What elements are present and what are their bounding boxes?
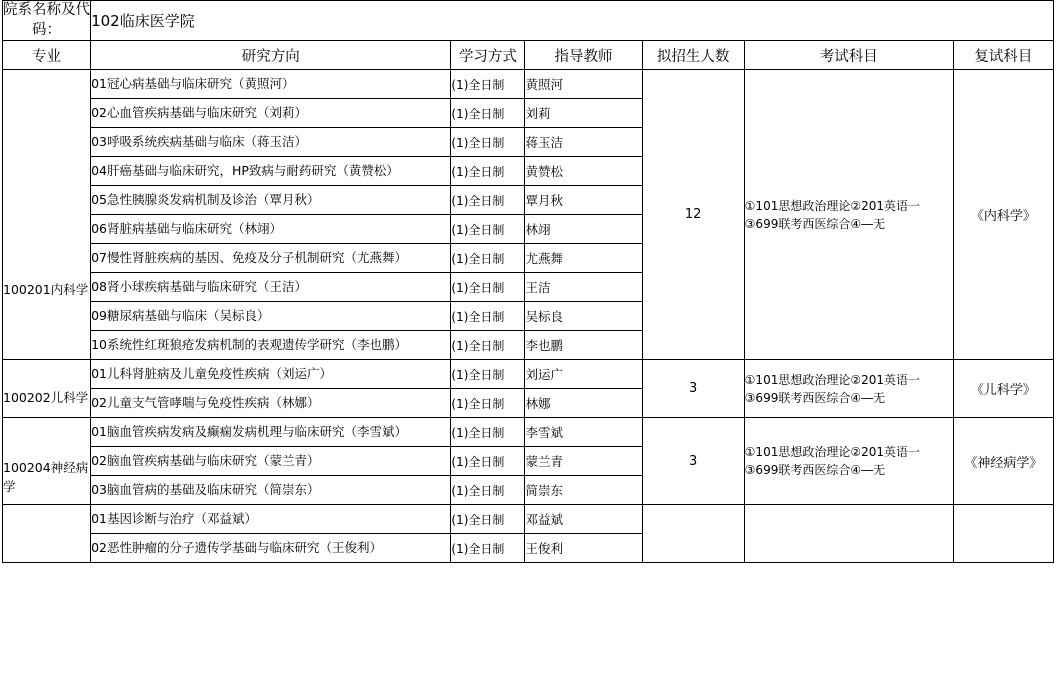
teacher-cell: 王俊利 [525, 534, 642, 563]
direction-cell: 08肾小球疾病基础与临床研究（王洁） [91, 273, 451, 302]
direction-cell: 02恶性肿瘤的分子遗传学基础与临床研究（王俊利） [91, 534, 451, 563]
exam-cell: ①101思想政治理论②201英语一③699联考西医综合④―无 [744, 70, 953, 360]
enrollment-cell [642, 505, 744, 563]
col-header-retest: 复试科目 [953, 41, 1053, 70]
col-header-direction: 研究方向 [91, 41, 451, 70]
direction-cell: 05急性胰腺炎发病机制及诊治（覃月秋） [91, 186, 451, 215]
direction-cell: 02儿童支气管哮喘与免疫性疾病（林娜） [91, 389, 451, 418]
mode-cell: (1)全日制 [451, 273, 525, 302]
mode-cell: (1)全日制 [451, 360, 525, 389]
table-row [3, 418, 1054, 447]
teacher-cell: 李也鹏 [525, 331, 642, 360]
teacher-cell: 尤燕舞 [525, 244, 642, 273]
major-cell [3, 360, 91, 418]
teacher-cell: 王洁 [525, 273, 642, 302]
column-header-row [3, 41, 1054, 70]
enrollment-cell: 12 [642, 70, 744, 360]
mode-cell: (1)全日制 [451, 128, 525, 157]
table-row [3, 70, 1054, 99]
major-cell [3, 505, 91, 563]
admissions-table [2, 0, 1054, 563]
teacher-cell: 刘莉 [525, 99, 642, 128]
mode-cell: (1)全日制 [451, 186, 525, 215]
teacher-cell: 简崇东 [525, 476, 642, 505]
direction-cell: 07慢性肾脏疾病的基因、免疫及分子机制研究（尤燕舞） [91, 244, 451, 273]
teacher-cell: 覃月秋 [525, 186, 642, 215]
teacher-cell: 李雪斌 [525, 418, 642, 447]
direction-cell: 01基因诊断与治疗（邓益斌） [91, 505, 451, 534]
mode-cell: (1)全日制 [451, 302, 525, 331]
mode-cell: (1)全日制 [451, 447, 525, 476]
direction-cell: 03呼吸系统疾病基础与临床（蒋玉洁） [91, 128, 451, 157]
retest-cell: 《神经病学》 [953, 418, 1053, 505]
col-header-mode: 学习方式 [451, 41, 525, 70]
major-cell [3, 418, 91, 505]
mode-cell: (1)全日制 [451, 505, 525, 534]
teacher-cell: 邓益斌 [525, 505, 642, 534]
mode-cell: (1)全日制 [451, 70, 525, 99]
direction-cell: 03脑血管病的基础及临床研究（简崇东） [91, 476, 451, 505]
retest-cell [953, 505, 1053, 563]
teacher-cell: 刘运广 [525, 360, 642, 389]
col-header-enrollment: 拟招生人数 [642, 41, 744, 70]
direction-cell: 01冠心病基础与临床研究（黄照河） [91, 70, 451, 99]
direction-cell: 09糖尿病基础与临床（吴标良） [91, 302, 451, 331]
col-header-major: 专业 [3, 41, 91, 70]
mode-cell: (1)全日制 [451, 418, 525, 447]
header-row [3, 1, 1054, 41]
teacher-cell: 蒋玉洁 [525, 128, 642, 157]
mode-cell: (1)全日制 [451, 99, 525, 128]
col-header-exam: 考试科目 [744, 41, 953, 70]
major-label: 100202儿科学 [3, 390, 89, 406]
direction-cell: 04肝癌基础与临床研究，HP致病与耐药研究（黄赞松） [91, 157, 451, 186]
mode-cell: (1)全日制 [451, 534, 525, 563]
teacher-cell: 黄赞松 [525, 157, 642, 186]
direction-cell: 02心血管疾病基础与临床研究（刘莉） [91, 99, 451, 128]
direction-cell: 01脑血管疾病发病及癫痫发病机理与临床研究（李雪斌） [91, 418, 451, 447]
direction-cell: 02脑血管疾病基础与临床研究（蒙兰青） [91, 447, 451, 476]
department-value: 102临床医学院 [91, 1, 1054, 41]
retest-cell: 《内科学》 [953, 70, 1053, 360]
teacher-cell: 吴标良 [525, 302, 642, 331]
table-row [3, 360, 1054, 389]
enrollment-cell: 3 [642, 418, 744, 505]
exam-cell: ①101思想政治理论②201英语一③699联考西医综合④―无 [744, 418, 953, 505]
mode-cell: (1)全日制 [451, 157, 525, 186]
teacher-cell: 黄照河 [525, 70, 642, 99]
mode-cell: (1)全日制 [451, 331, 525, 360]
major-label: 100201内科学 [3, 282, 89, 298]
exam-cell: ①101思想政治理论②201英语一③699联考西医综合④―无 [744, 360, 953, 418]
teacher-cell: 蒙兰青 [525, 447, 642, 476]
direction-cell: 10系统性红斑狼疮发病机制的表观遗传学研究（李也鹏） [91, 331, 451, 360]
department-label: 院系名称及代码： [3, 1, 91, 41]
direction-cell: 06肾脏病基础与临床研究（林翊） [91, 215, 451, 244]
mode-cell: (1)全日制 [451, 476, 525, 505]
major-label: 100204神经病学 [3, 460, 89, 495]
enrollment-cell: 3 [642, 360, 744, 418]
retest-cell: 《儿科学》 [953, 360, 1053, 418]
teacher-cell: 林翊 [525, 215, 642, 244]
mode-cell: (1)全日制 [451, 244, 525, 273]
direction-cell: 01儿科肾脏病及儿童免疫性疾病（刘运广） [91, 360, 451, 389]
mode-cell: (1)全日制 [451, 389, 525, 418]
teacher-cell: 林娜 [525, 389, 642, 418]
mode-cell: (1)全日制 [451, 215, 525, 244]
table-row [3, 505, 1054, 534]
major-cell [3, 70, 91, 360]
exam-cell [744, 505, 953, 563]
col-header-teacher: 指导教师 [525, 41, 642, 70]
